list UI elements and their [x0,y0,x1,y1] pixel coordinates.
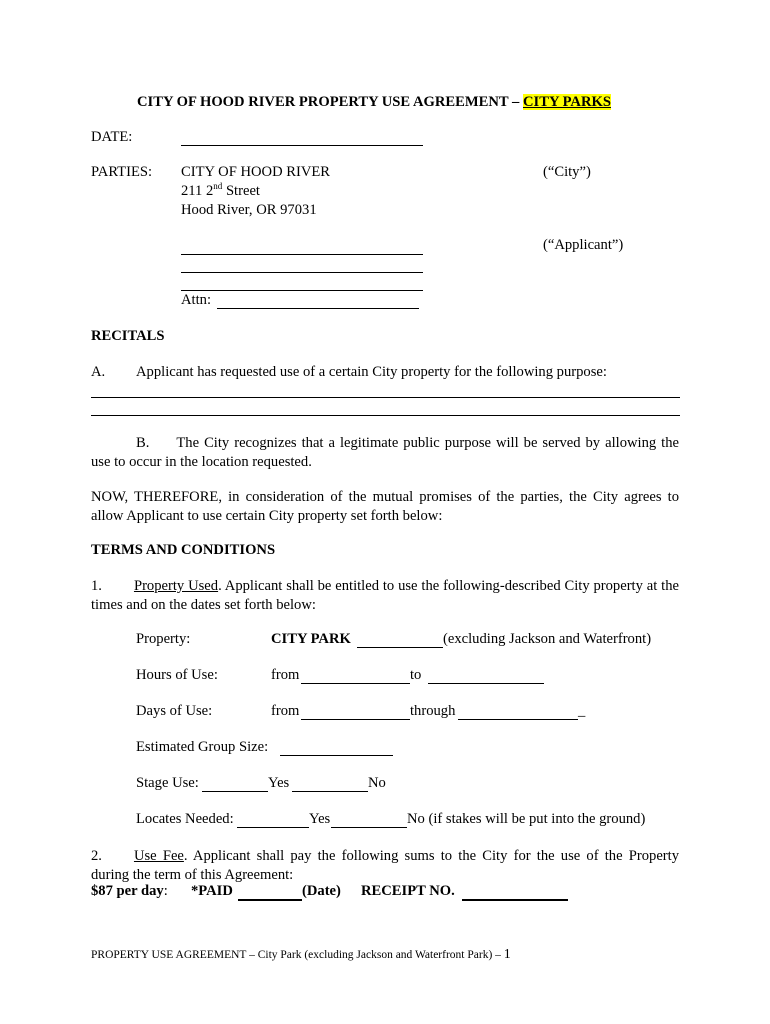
days-through: through [410,703,456,719]
title-highlight: CITY PARKS [523,94,611,110]
applicant-name-field[interactable] [181,254,423,255]
purpose-line-2[interactable] [91,415,680,416]
recital-a-marker: A. [91,364,106,380]
date-field[interactable] [181,145,423,146]
stage-yes: Yes [268,775,290,791]
item-2-paragraph: 2. Use Fee. Applicant shall pay the following sums to the City for the use of the Property during the term of this Agreement: [91,848,680,883]
locates-yes: Yes [309,811,331,827]
stage-yes-field[interactable] [202,791,268,792]
group-size-field[interactable] [280,755,393,756]
receipt-number-field[interactable] [462,899,568,901]
city-name: CITY OF HOOD RIVER [181,164,331,180]
stage-no: No [368,775,386,791]
item-1-title: Property Used [133,578,219,594]
terms-heading: TERMS AND CONDITIONS [91,542,276,558]
days-from: from [271,703,300,719]
item-1-paragraph: 1. Property Used. Applicant shall be entitled to use the following-described City property at the times and on the dates set forth below: [91,578,679,613]
city-role: (“City”) [543,164,591,180]
locates-no-field[interactable] [331,827,407,828]
applicant-city-field[interactable] [181,290,423,291]
property-label: Property: [136,631,191,647]
recital-a-text: Applicant has requested use of a certain City property for the following purpose: [136,364,607,380]
recital-b: B. The City recognizes that a legitimate public purpose will be served by allowing the use to occur in the location requested. [91,435,679,470]
page-footer: PROPERTY USE AGREEMENT – City Park (excluding Jackson and Waterfront Park) – 1 [91,947,511,962]
city-address: Hood River, OR 97031 [181,202,317,218]
group-size-label: Estimated Group Size: [136,739,269,755]
paid-date-field[interactable] [238,899,302,901]
date-label: DATE: [91,129,133,145]
paid-date-label: (Date) [302,883,341,899]
hours-label: Hours of Use: [136,667,218,683]
receipt-label: RECEIPT NO. [361,883,455,899]
stage-no-field[interactable] [292,791,368,792]
hours-from-field[interactable] [301,683,410,684]
hours-from: from [271,667,300,683]
now-therefore-paragraph: NOW, THEREFORE, in consideration of the mutual promises of the parties, the City agrees to allow Applicant to use certain City property set forth below: [91,489,679,524]
document-title: CITY OF HOOD RIVER PROPERTY USE AGREEMENT – CITY PARKS [137,94,611,110]
parties-label: PARTIES: [91,164,153,180]
hours-to: to [410,667,422,683]
stage-label: Stage Use: [136,775,199,791]
applicant-address-field[interactable] [181,272,423,273]
item-2-title: Use Fee [133,848,184,864]
fee-amount: $87 per day: [91,883,168,899]
locates-no: No (if stakes will be put into the ground) [407,811,646,827]
days-trail: _ [578,703,586,719]
city-street: 211 2nd Street [181,181,260,199]
page-number: 1 [503,947,511,962]
recitals-heading: RECITALS [91,328,165,344]
days-through-field[interactable] [458,719,578,720]
attn-field[interactable] [217,308,419,309]
purpose-line-1[interactable] [91,397,680,398]
property-field[interactable] [357,647,443,648]
days-from-field[interactable] [301,719,410,720]
days-label: Days of Use: [136,703,213,719]
paid-label: *PAID [191,883,233,899]
locates-label: Locates Needed: [136,811,234,827]
applicant-role: (“Applicant”) [543,237,624,253]
property-note: (excluding Jackson and Waterfront) [443,631,652,647]
locates-yes-field[interactable] [237,827,309,828]
property-value: CITY PARK [271,631,351,647]
attn-label: Attn: [181,292,211,308]
hours-to-field[interactable] [428,683,544,684]
